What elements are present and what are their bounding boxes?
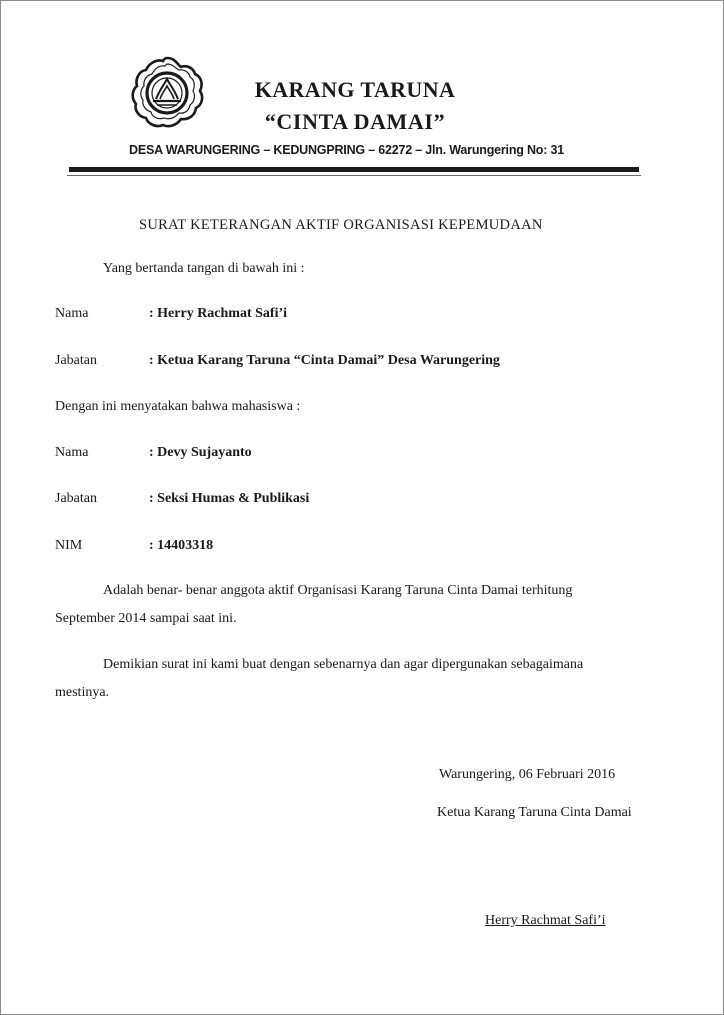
signature-name: Herry Rachmat Safi’i — [485, 913, 606, 928]
paragraph-1-line-2: September 2014 sampai saat ini. — [55, 611, 237, 626]
paragraph-2-line-1: Demikian surat ini kami buat dengan sebenarnya dan agar dipergunakan sebagaimana — [103, 657, 584, 672]
letterhead-divider-thin — [67, 175, 641, 176]
org-motto: “CINTA DAMAI” — [264, 109, 446, 134]
karang-taruna-emblem-icon — [129, 55, 205, 131]
member-nim-label: NIM — [55, 538, 83, 553]
paragraph-2-line-2: mestinya. — [55, 685, 110, 700]
member-position-value: : Seksi Humas & Publikasi — [149, 491, 310, 506]
intro-text: Yang bertanda tangan di bawah ini : — [103, 261, 305, 276]
signer-name-label: Nama — [55, 306, 89, 321]
paragraph-1-line-1: Adalah benar- benar anggota aktif Organisasi Karang Taruna Cinta Damai terhitung — [103, 583, 573, 598]
signer-position-label: Jabatan — [55, 353, 97, 368]
statement-intro-text: Dengan ini menyatakan bahwa mahasiswa : — [55, 399, 301, 414]
letterhead-divider-thick — [69, 167, 639, 172]
member-name-value: : Devy Sujayanto — [149, 445, 252, 460]
org-address: DESA WARUNGERING – KEDUNGPRING – 62272 – Jln. Warungering No: 31 — [129, 143, 564, 157]
member-nim-value: : 14403318 — [149, 538, 214, 553]
signer-position-value: : Ketua Karang Taruna “Cinta Damai” Desa Warungering — [149, 353, 500, 368]
signer-name-value: : Herry Rachmat Safi’i — [149, 306, 288, 321]
document-title: SURAT KETERANGAN AKTIF ORGANISASI KEPEMUDAAN — [139, 217, 543, 233]
member-name-label: Nama — [55, 445, 89, 460]
signature-place-date: Warungering, 06 Februari 2016 — [439, 767, 616, 782]
member-position-label: Jabatan — [55, 491, 97, 506]
org-name: KARANG TARUNA — [254, 77, 456, 102]
signature-position: Ketua Karang Taruna Cinta Damai — [437, 805, 632, 820]
